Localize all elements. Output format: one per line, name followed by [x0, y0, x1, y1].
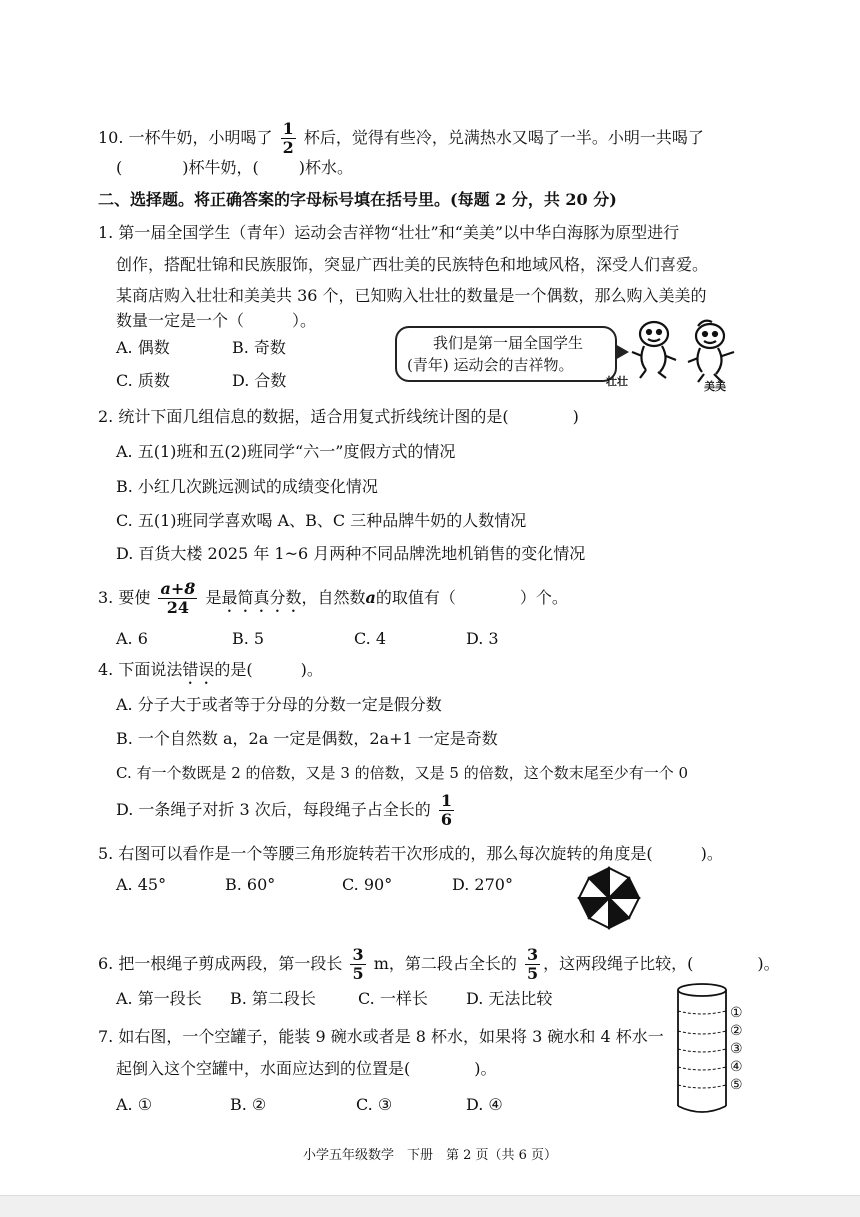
q6-frac1-den: 5	[352, 964, 364, 983]
jar-mark-2: ②	[730, 1023, 743, 1039]
q5-option-a: A. 45°	[116, 875, 167, 894]
q4-option-b: B. 一个自然数 a，2a 一定是偶数，2a+1 一定是奇数	[116, 729, 498, 748]
q6-frac2-num: 3	[526, 945, 539, 964]
mascot-label-zhuangzhuang: 壮壮	[606, 375, 628, 388]
q6-text-c: ，这两段绳子比较，( )。	[543, 954, 780, 973]
q6-option-c: C. 一样长	[358, 989, 428, 1008]
q7-line2: 起倒入这个空罐中，水面应达到的位置是( )。	[116, 1059, 497, 1078]
q6-fraction-1	[350, 946, 365, 983]
mascot-label-meimei: 美美	[704, 380, 726, 393]
q2-option-c: C. 五(1)班同学喜欢喝 A、B、C 三种品牌牛奶的人数情况	[116, 511, 527, 530]
q10-line1	[98, 120, 704, 157]
q6-option-d: D. 无法比较	[466, 989, 553, 1008]
q6-frac1-num: 3	[352, 945, 364, 964]
q1-line4: 数量一定是一个（ ）。	[116, 311, 317, 330]
q7-option-a: A. ①	[116, 1095, 153, 1114]
q6-option-a: A. 第一段长	[116, 989, 202, 1008]
q6-frac2-den: 5	[526, 964, 539, 983]
q5-stem: 5. 右图可以看作是一个等腰三角形旋转若干次形成的，那么每次旋转的角度是( )。	[98, 844, 723, 863]
q6-option-b: B. 第二段长	[230, 989, 316, 1008]
q4-option-d-text: D. 一条绳子对折 3 次后，每段绳子占全长的	[116, 800, 431, 819]
q4-text-b: 的是( )。	[214, 660, 323, 679]
q10-line2	[116, 157, 353, 179]
q4-frac-num: 1	[440, 791, 453, 810]
q10-paren-open: (	[116, 158, 123, 177]
pinwheel-figure	[572, 866, 646, 930]
q5-option-c: C. 90°	[342, 875, 393, 894]
jar-mark-4: ④	[730, 1059, 743, 1075]
q3-variable: a	[365, 588, 376, 607]
q3-text-a: 3. 要使	[98, 588, 151, 607]
mascot-meimei	[688, 321, 734, 382]
q2-option-d: D. 百货大楼 2025 年 1~6 月两种不同品牌洗地机销售的变化情况	[116, 544, 586, 563]
bottom-strip	[0, 1195, 860, 1217]
q2-stem: 2. 统计下面几组信息的数据，适合用复式折线统计图的是( )	[98, 407, 579, 426]
q1-line2: 创作，搭配壮锦和民族服饰，突显广西壮美的民族特色和地域风格，深受人们喜爱。	[116, 255, 709, 274]
q1-option-a: A. 偶数	[116, 338, 170, 357]
q1-line1: 1. 第一届全国学生（青年）运动会吉祥物“壮壮”和“美美”以中华白海豚为原型进行	[98, 223, 680, 242]
q6-stem	[98, 946, 780, 983]
page-footer: 小学五年级数学 下册 第 2 页（共 6 页）	[302, 1148, 558, 1163]
q3-stem	[98, 580, 568, 617]
section2-title: 二、选择题。将正确答案的字母标号填在括号里。(每题 2 分，共 20 分)	[98, 190, 617, 209]
q7-line1: 7. 如右图，一个空罐子，能装 9 碗水或者是 8 杯水，如果将 3 碗水和 4 杯水一	[98, 1027, 664, 1046]
q6-text-b: m，第二段占全长的	[373, 954, 517, 973]
q4-option-d-fraction	[439, 792, 454, 829]
q6-fraction-2	[525, 946, 540, 983]
jar-mark-5: ⑤	[730, 1077, 743, 1093]
q3-option-b: B. 5	[232, 629, 265, 648]
q1-option-b: B. 奇数	[232, 338, 286, 357]
q1-option-c: C. 质数	[116, 371, 170, 390]
jar-mark-3: ③	[730, 1041, 743, 1057]
q7-option-c: C. ③	[356, 1095, 393, 1114]
q3-emphasis: 最简真分数	[221, 588, 302, 607]
q5-option-d: D. 270°	[452, 875, 513, 894]
q7-option-b: B. ②	[230, 1095, 267, 1114]
q3-text-c: ，自然数	[301, 588, 366, 607]
q4-emphasis: 错误	[182, 660, 215, 679]
q7-option-d: D. ④	[466, 1095, 503, 1114]
q10-text-mid: )杯牛奶，(	[182, 158, 259, 177]
q10-text-end: )杯水。	[298, 158, 353, 177]
q4-option-a: A. 分子大于或者等于分母的分数一定是假分数	[116, 695, 442, 714]
q1-line3: 某商店购入壮壮和美美共 36 个，已知购入壮壮的数量是一个偶数，那么购入美美的	[116, 286, 707, 305]
q10-text-a: 10. 一杯牛奶，小明喝了	[98, 128, 273, 147]
q4-option-d	[116, 792, 457, 829]
q2-option-b: B. 小红几次跳远测试的成绩变化情况	[116, 477, 378, 496]
q10-text-b: 杯后，觉得有些冷，兑满热水又喝了一半。小明一共喝了	[303, 128, 704, 147]
q3-frac-num: a+8	[160, 579, 196, 598]
mascot-illustration	[626, 312, 746, 392]
speech-bubble	[395, 326, 617, 382]
q1-option-d: D. 合数	[232, 371, 287, 390]
q4-text-a: 4. 下面说法	[98, 660, 183, 679]
q2-option-a: A. 五(1)班和五(2)班同学“六一”度假方式的情况	[116, 442, 456, 461]
q3-frac-den: 24	[166, 598, 190, 617]
q4-option-c: C. 有一个数既是 2 的倍数，又是 3 的倍数，又是 5 的倍数，这个数末尾至少有一个 0	[116, 764, 689, 782]
q3-fraction	[158, 580, 197, 617]
q3-text-b: 是	[205, 588, 222, 607]
q4-stem	[98, 659, 323, 688]
q10-fraction	[281, 120, 296, 157]
bubble-line2: (青年) 运动会的吉祥物。	[407, 356, 574, 374]
mascot-zhuangzhuang	[632, 322, 676, 378]
q4-frac-den: 6	[440, 810, 453, 829]
q6-text-a: 6. 把一根绳子剪成两段，第一段长	[98, 954, 343, 973]
bubble-line1: 我们是第一届全国学生	[433, 334, 584, 352]
q10-frac-num: 1	[282, 119, 294, 138]
jar-figure	[674, 980, 734, 1116]
q5-option-b: B. 60°	[225, 875, 276, 894]
jar-mark-1: ①	[730, 1005, 743, 1021]
q3-option-a: A. 6	[116, 629, 148, 648]
q3-text-d: 的取值有（ ）个。	[375, 588, 568, 607]
q10-frac-den: 2	[282, 138, 294, 157]
q3-option-d: D. 3	[466, 629, 499, 648]
q3-option-c: C. 4	[354, 629, 387, 648]
